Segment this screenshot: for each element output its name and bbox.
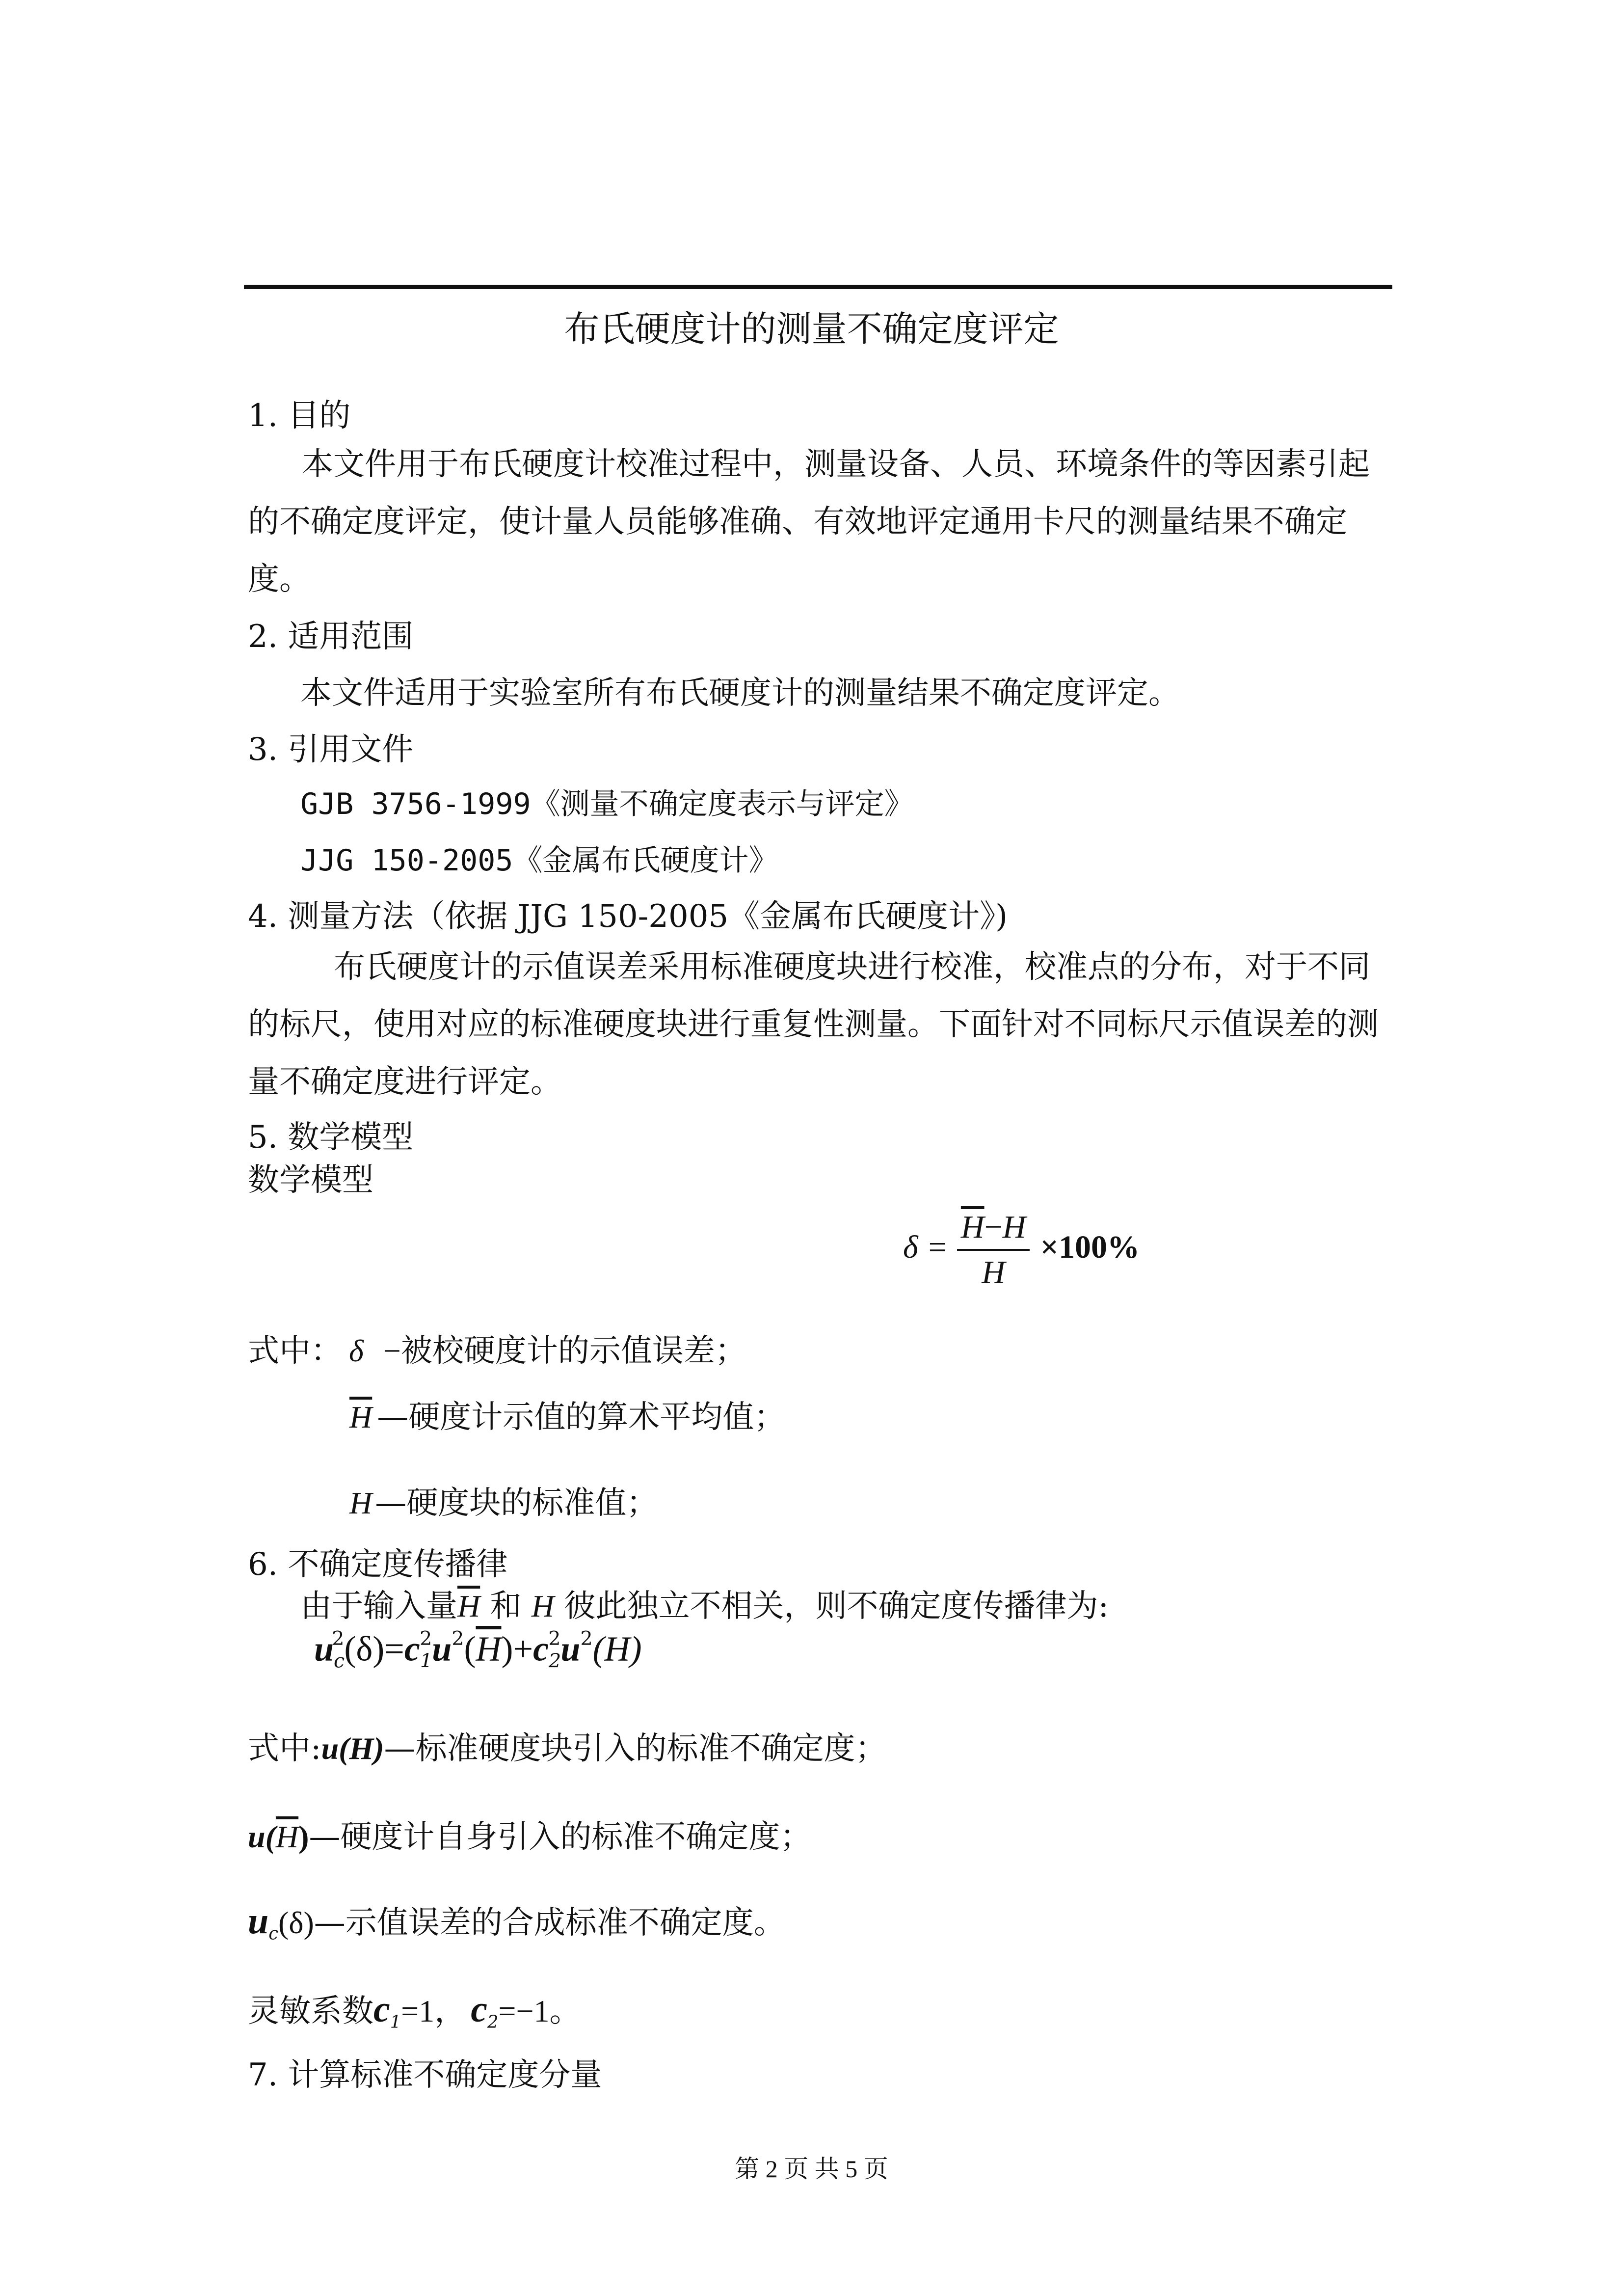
- section-2-heading: 2. 适用范围: [248, 619, 414, 655]
- reference-jjg: JJG 150-2005《金属布氏硬度计》: [300, 843, 778, 878]
- error-formula: δ = $\frac{\overline{H}-H}{H}$ ×100%: [903, 1208, 1140, 1291]
- sensitivity-coefficients: 灵敏系数$c_1=1$， $c_2=-1$。: [248, 1989, 581, 2032]
- section-4-heading: 4. 测量方法（依据 JJG 150-2005《金属布氏硬度计》): [248, 898, 1008, 935]
- section-6-intro: 由于输入量$\overline{H}$ 和 H 彼此独立不相关，则不确定度传播律为:: [300, 1588, 1109, 1624]
- propagation-formula: $u_c^2(\delta)=c_1^2u^2(\overline{H})+c_2^2u^2(H)$: [314, 1627, 642, 1673]
- header-rule: [244, 285, 1392, 289]
- section-7-heading: 7. 计算标准不确定度分量: [248, 2057, 602, 2093]
- section-5-heading: 5. 数学模型: [248, 1119, 414, 1156]
- error-formula-fraction: $\frac{\overline{H}-H}{H}$: [957, 1208, 1030, 1291]
- section-5-subheading: 数学模型: [248, 1162, 373, 1198]
- section-4-text: 布氏硬度计的示值误差采用标准硬度块进行校准，校准点的分布，对于不同的标尺，使用对应的标准硬度块进行重复性测量。下面针对不同标尺示值误差的测量不确定度进行评定。: [248, 949, 1379, 1100]
- reference-gjb: GJB 3756-1999《测量不确定度表示与评定》: [300, 787, 914, 821]
- page-footer: 第 2 页 共 5 页: [735, 2155, 888, 2183]
- where-uh: 式中:u(H)—标准硬度块引入的标准不确定度；: [248, 1730, 887, 1767]
- where-h: H—硬度块的标准值；: [349, 1485, 658, 1521]
- section-2-text: 本文件适用于实验室所有布氏硬度计的测量结果不确定度评定。: [300, 675, 1180, 711]
- where-delta: 式中： δ −被校硬度计的示值误差；: [248, 1333, 746, 1369]
- section-1-heading: 1. 目的: [248, 398, 351, 434]
- where-uhbar: $u(\overline{H})—$硬度计自身引入的标准不确定度；: [248, 1819, 812, 1855]
- where-ucdelta: $u_c(\delta)—$示值误差的合成标准不确定度。: [248, 1900, 785, 1944]
- section-1-text: 本文件用于布氏硬度计校准过程中，测量设备、人员、环境条件的等因素引起的不确定度评定，使计量人员能够准确、有效地评定通用卡尺的测量结果不确定度。: [248, 446, 1370, 597]
- section-3-heading: 3. 引用文件: [248, 731, 414, 768]
- where-hbar: $\overline{H}$ —硬度计示值的算术平均值；: [349, 1399, 786, 1435]
- section-6-heading: 6. 不确定度传播律: [248, 1546, 508, 1583]
- document-title: 布氏硬度计的测量不确定度评定: [564, 308, 1059, 350]
